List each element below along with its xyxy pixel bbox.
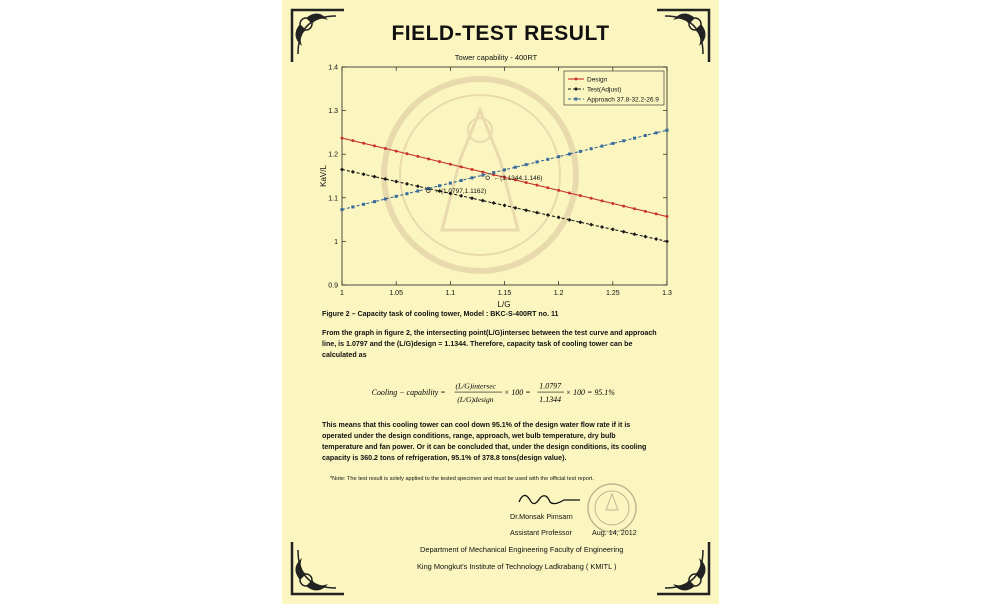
data-point-design	[449, 163, 452, 166]
data-point-approach-37-8-32-2-26-9	[395, 195, 398, 198]
formula-num1: (L/G)intersec	[455, 381, 496, 391]
data-point-test-adjust	[633, 232, 637, 236]
data-point-test-adjust	[600, 225, 604, 229]
formula-den1: (L/G)design	[457, 394, 494, 404]
data-point-approach-37-8-32-2-26-9	[546, 158, 549, 161]
footer-department: Department of Mechanical Engineering Faculty of Engineering	[420, 545, 624, 554]
data-point-approach-37-8-32-2-26-9	[460, 179, 463, 182]
formula-result: × 100 = 95.1%	[565, 387, 615, 397]
data-point-test-adjust	[503, 203, 507, 207]
y-tick-label: 0.9	[328, 282, 338, 290]
data-point-approach-37-8-32-2-26-9	[341, 208, 344, 211]
data-point-design	[384, 147, 387, 150]
certificate-page	[282, 0, 719, 604]
data-point-test-adjust	[557, 215, 561, 219]
paragraph-2-line-4: capacity is 360.2 tons of refrigeration, 95.1% of 378.8 tons(design value).	[322, 454, 567, 462]
data-point-design	[351, 139, 354, 142]
data-point-approach-37-8-32-2-26-9	[611, 142, 614, 145]
data-point-approach-37-8-32-2-26-9	[590, 147, 593, 150]
paragraph-1-line-1: From the graph in figure 2, the intersecting point(L/G)intersec between the test curve and approach	[322, 329, 657, 337]
data-point-approach-37-8-32-2-26-9	[514, 166, 517, 169]
data-point-approach-37-8-32-2-26-9	[655, 131, 658, 134]
data-point-test-adjust	[373, 175, 377, 179]
data-point-design	[655, 212, 658, 215]
annotation-label: ←(1.1344,1.146)	[493, 175, 543, 183]
paragraph-1	[322, 328, 692, 361]
data-point-design	[416, 155, 419, 158]
data-point-test-adjust	[654, 237, 658, 241]
data-point-test-adjust	[416, 184, 420, 188]
document-title: FIELD-TEST RESULT	[391, 22, 610, 45]
x-axis-label: L/G	[497, 300, 511, 309]
formula-lhs: Cooling − capability =	[371, 387, 446, 397]
data-point-approach-37-8-32-2-26-9	[536, 160, 539, 163]
x-tick-label: 1.15	[497, 290, 512, 297]
data-point-approach-37-8-32-2-26-9	[568, 153, 571, 156]
data-point-test-adjust	[611, 227, 615, 231]
chart-title: Tower capability - 400RT	[454, 53, 538, 62]
data-point-approach-37-8-32-2-26-9	[362, 203, 365, 206]
signature-scribble	[514, 488, 584, 512]
y-tick-label: 1	[334, 238, 338, 246]
data-point-test-adjust	[394, 179, 398, 183]
data-point-approach-37-8-32-2-26-9	[449, 182, 452, 185]
x-tick-label: 1.25	[606, 290, 620, 297]
data-point-test-adjust	[622, 230, 626, 234]
data-point-test-adjust	[665, 239, 669, 243]
data-point-test-adjust	[578, 220, 582, 224]
data-point-design	[557, 189, 560, 192]
footer-institute: King Mongkut's Institute of Technology Ladkrabang ( KMITL )	[417, 562, 617, 571]
data-point-test-adjust	[340, 167, 344, 171]
signature-date: Aug. 14, 2012	[592, 528, 637, 537]
data-point-test-adjust	[524, 208, 528, 212]
data-point-design	[536, 184, 539, 187]
paragraph-1-line-2: line, is 1.0797 and the (L/G)design = 1.1344. Therefore, capacity task of cooling tower can be	[322, 340, 633, 348]
data-point-approach-37-8-32-2-26-9	[601, 145, 604, 148]
data-point-test-adjust	[481, 199, 485, 203]
legend-marker-approach-37-8-32-2-26-9	[575, 98, 578, 101]
data-point-test-adjust	[470, 196, 474, 200]
intersection-point	[486, 176, 490, 180]
data-point-approach-37-8-32-2-26-9	[416, 190, 419, 193]
data-point-approach-37-8-32-2-26-9	[666, 129, 669, 132]
data-point-design	[666, 215, 669, 218]
data-point-approach-37-8-32-2-26-9	[525, 163, 528, 166]
formula-den2: 1.1344	[539, 394, 562, 404]
paragraph-2	[322, 420, 692, 464]
data-point-design	[611, 202, 614, 205]
data-point-design	[395, 150, 398, 153]
data-point-approach-37-8-32-2-26-9	[503, 168, 506, 171]
data-point-approach-37-8-32-2-26-9	[384, 197, 387, 200]
data-point-test-adjust	[492, 201, 496, 205]
data-point-design	[341, 137, 344, 140]
legend-label-design: Design	[587, 76, 608, 84]
paragraph-2-line-3: temperature and fan power. Or it can be concluded that, under the design conditions, its cooling	[322, 443, 647, 451]
y-tick-label: 1.4	[328, 64, 338, 72]
data-point-design	[546, 186, 549, 189]
y-axis-label: KaV/L	[319, 165, 328, 187]
data-point-approach-37-8-32-2-26-9	[481, 174, 484, 177]
data-point-approach-37-8-32-2-26-9	[633, 137, 636, 140]
corner-ornament-bottom-right	[653, 538, 713, 598]
x-tick-label: 1.05	[389, 290, 403, 297]
y-tick-label: 1.1	[328, 195, 338, 203]
data-point-test-adjust	[535, 211, 539, 215]
formula-num2: 1.0797	[539, 381, 562, 391]
data-point-approach-37-8-32-2-26-9	[438, 184, 441, 187]
data-point-approach-37-8-32-2-26-9	[373, 200, 376, 203]
signatory-position: Assistant Professor	[510, 528, 572, 537]
data-point-design	[633, 207, 636, 210]
data-point-approach-37-8-32-2-26-9	[644, 134, 647, 137]
data-point-design	[438, 160, 441, 163]
data-point-design	[590, 197, 593, 200]
figure-caption: Figure 2 – Capacity task of cooling tower, Model : BKC-S-400RT no. 11	[322, 310, 559, 318]
legend-marker-design	[575, 78, 578, 81]
y-tick-label: 1.3	[328, 108, 338, 116]
data-point-test-adjust	[405, 182, 409, 186]
data-point-design	[460, 165, 463, 168]
data-point-approach-37-8-32-2-26-9	[557, 155, 560, 158]
data-point-approach-37-8-32-2-26-9	[471, 176, 474, 179]
data-point-design	[644, 210, 647, 213]
data-point-design	[427, 157, 430, 160]
data-point-design	[579, 194, 582, 197]
paragraph-1-line-3: calculated as	[322, 351, 367, 359]
disclaimer-note: *Note: The test result is solely applied to the tested specimen and must be used with the official test report.	[330, 476, 594, 482]
data-point-test-adjust	[362, 172, 366, 176]
signatory-name: Dr.Monsak Pimsarn	[510, 512, 573, 521]
x-tick-label: 1.1	[445, 290, 456, 297]
annotation-label: ←(1.0797,1.1162)	[434, 188, 487, 196]
data-point-approach-37-8-32-2-26-9	[406, 192, 409, 195]
data-point-design	[481, 171, 484, 174]
data-point-design	[373, 144, 376, 147]
watermark-seal	[384, 79, 576, 271]
legend-label-approach-37-8-32-2-26-9: Approach 37.8-32.2-26.9	[587, 96, 659, 104]
data-point-design	[568, 192, 571, 195]
x-tick-label: 1	[340, 290, 344, 297]
x-tick-label: 1.2	[553, 290, 564, 297]
data-point-test-adjust	[351, 170, 355, 174]
data-point-test-adjust	[643, 235, 647, 239]
x-tick-label: 1.3	[662, 290, 672, 297]
paragraph-2-line-2: operated under the design conditions, range, approach, wet bulb temperature, dry bulb	[322, 432, 616, 440]
data-point-approach-37-8-32-2-26-9	[351, 205, 354, 208]
formula-times1: × 100 =	[504, 387, 531, 397]
data-point-design	[622, 205, 625, 208]
y-tick-label: 1.2	[328, 151, 338, 159]
legend-label-test-adjust: Test(Adjust)	[587, 86, 622, 94]
data-point-design	[406, 152, 409, 155]
corner-ornament-bottom-left	[288, 538, 348, 598]
paragraph-2-line-1: This means that this cooling tower can cool down 95.1% of the design water flow rate if it is	[322, 421, 631, 429]
data-point-approach-37-8-32-2-26-9	[579, 150, 582, 153]
data-point-design	[601, 199, 604, 202]
capability-formula	[354, 378, 654, 408]
data-point-test-adjust	[589, 223, 593, 227]
data-point-design	[471, 168, 474, 171]
data-point-approach-37-8-32-2-26-9	[622, 139, 625, 142]
data-point-approach-37-8-32-2-26-9	[492, 171, 495, 174]
capability-chart	[282, 0, 719, 320]
data-point-design	[362, 142, 365, 145]
